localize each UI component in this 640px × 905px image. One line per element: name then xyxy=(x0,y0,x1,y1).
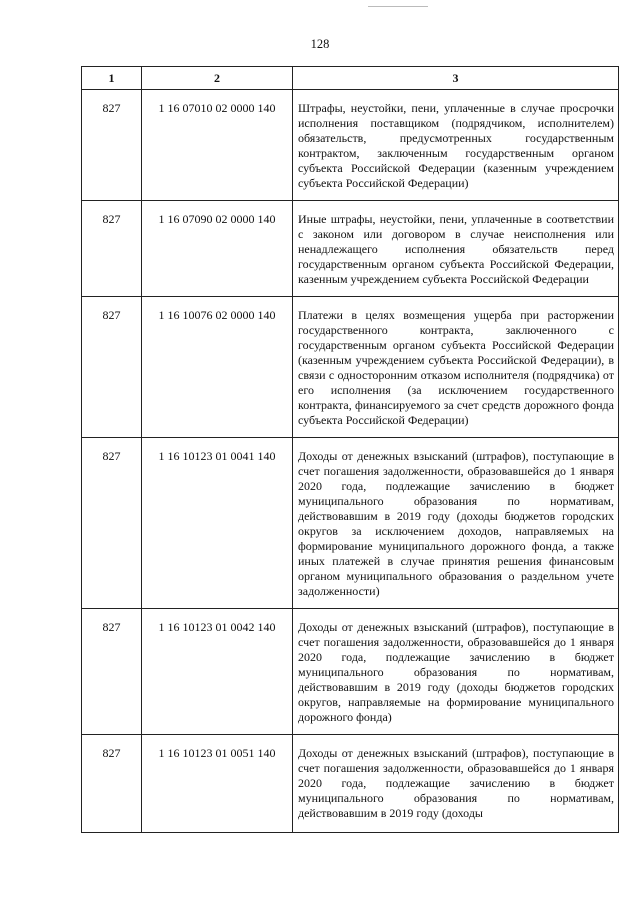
kbk-cell: 1 16 10123 01 0051 140 xyxy=(142,735,293,833)
admin-code-cell: 827 xyxy=(82,735,142,833)
description-cell: Штрафы, неустойки, пени, уплаченные в случае просрочки исполнения поставщиком (подрядчиком, исполнителем) обязательств, предусмотренных государственным контрактом, заключенным государственным органом субъекта Российской Федерации (казенным учреждением субъекта Российской Федерации) xyxy=(293,90,619,201)
description-cell: Иные штрафы, неустойки, пени, уплаченные в соответствии с законом или договором в случае неисполнения или ненадлежащего исполнения обязательств перед государственным органом субъекта Российской Федерации, казенным учреждением субъекта Российской Федерации xyxy=(293,201,619,297)
header-col-2: 2 xyxy=(142,67,293,90)
kbk-cell: 1 16 07010 02 0000 140 xyxy=(142,90,293,201)
table-row xyxy=(82,735,619,833)
kbk-cell: 1 16 10076 02 0000 140 xyxy=(142,297,293,438)
table-row xyxy=(82,438,619,609)
top-scan-mark xyxy=(368,6,428,7)
table-header-row xyxy=(82,67,619,90)
page-number: 128 xyxy=(310,37,330,51)
description-cell: Доходы от денежных взысканий (штрафов), поступающие в счет погашения задолженности, образовавшейся до 1 января 2020 года, подлежащие зачислению в бюджет муниципального образования по нормативам, действовавшим в 2019 году (доходы бюджетов городских округов, направляемые на формирование муниципального дорожного фонда) xyxy=(293,609,619,735)
description-cell xyxy=(293,735,619,833)
table-row xyxy=(82,201,619,297)
description-cell: Платежи в целях возмещения ущерба при расторжении государственного контракта, заключенного с государственным органом субъекта Российской Федерации (казенным учреждением субъекта Российской Федерации), в связи с односторонним отказом исполнителя (подрядчика) от его исполнения (за исключением государственного контракта, финансируемого за счет средств дорожного фонда субъекта Российской Федерации) xyxy=(293,297,619,438)
admin-code-cell: 827 xyxy=(82,438,142,609)
admin-code-cell: 827 xyxy=(82,297,142,438)
admin-code-cell: 827 xyxy=(82,609,142,735)
kbk-cell: 1 16 07090 02 0000 140 xyxy=(142,201,293,297)
table-row xyxy=(82,609,619,735)
admin-code-cell: 827 xyxy=(82,201,142,297)
description-text: Доходы от денежных взысканий (штрафов), поступающие в счет погашения задолженности, образовавшейся до 1 января 2020 года, подлежащие зачислению в бюджет муниципального образования по нормативам, действовавшим в 2019 году (доходы xyxy=(298,746,614,820)
description-cell: Доходы от денежных взысканий (штрафов), поступающие в счет погашения задолженности, образовавшейся до 1 января 2020 года, подлежащие зачислению в бюджет муниципального образования по нормативам, действовавшим в 2019 году (доходы бюджетов городских округов за исключением доходов, направляемых на формирование муниципального дорожного фонда, а также иных платежей в случае принятия решения финансовым органом муниципального образования о раздельном учете задолженности) xyxy=(293,438,619,609)
header-col-3: 3 xyxy=(293,67,619,90)
kbk-cell: 1 16 10123 01 0041 140 xyxy=(142,438,293,609)
header-col-1: 1 xyxy=(82,67,142,90)
kbk-cell: 1 16 10123 01 0042 140 xyxy=(142,609,293,735)
table-row xyxy=(82,90,619,201)
admin-code-cell: 827 xyxy=(82,90,142,201)
revenue-codes-table xyxy=(81,66,619,833)
table-row xyxy=(82,297,619,438)
